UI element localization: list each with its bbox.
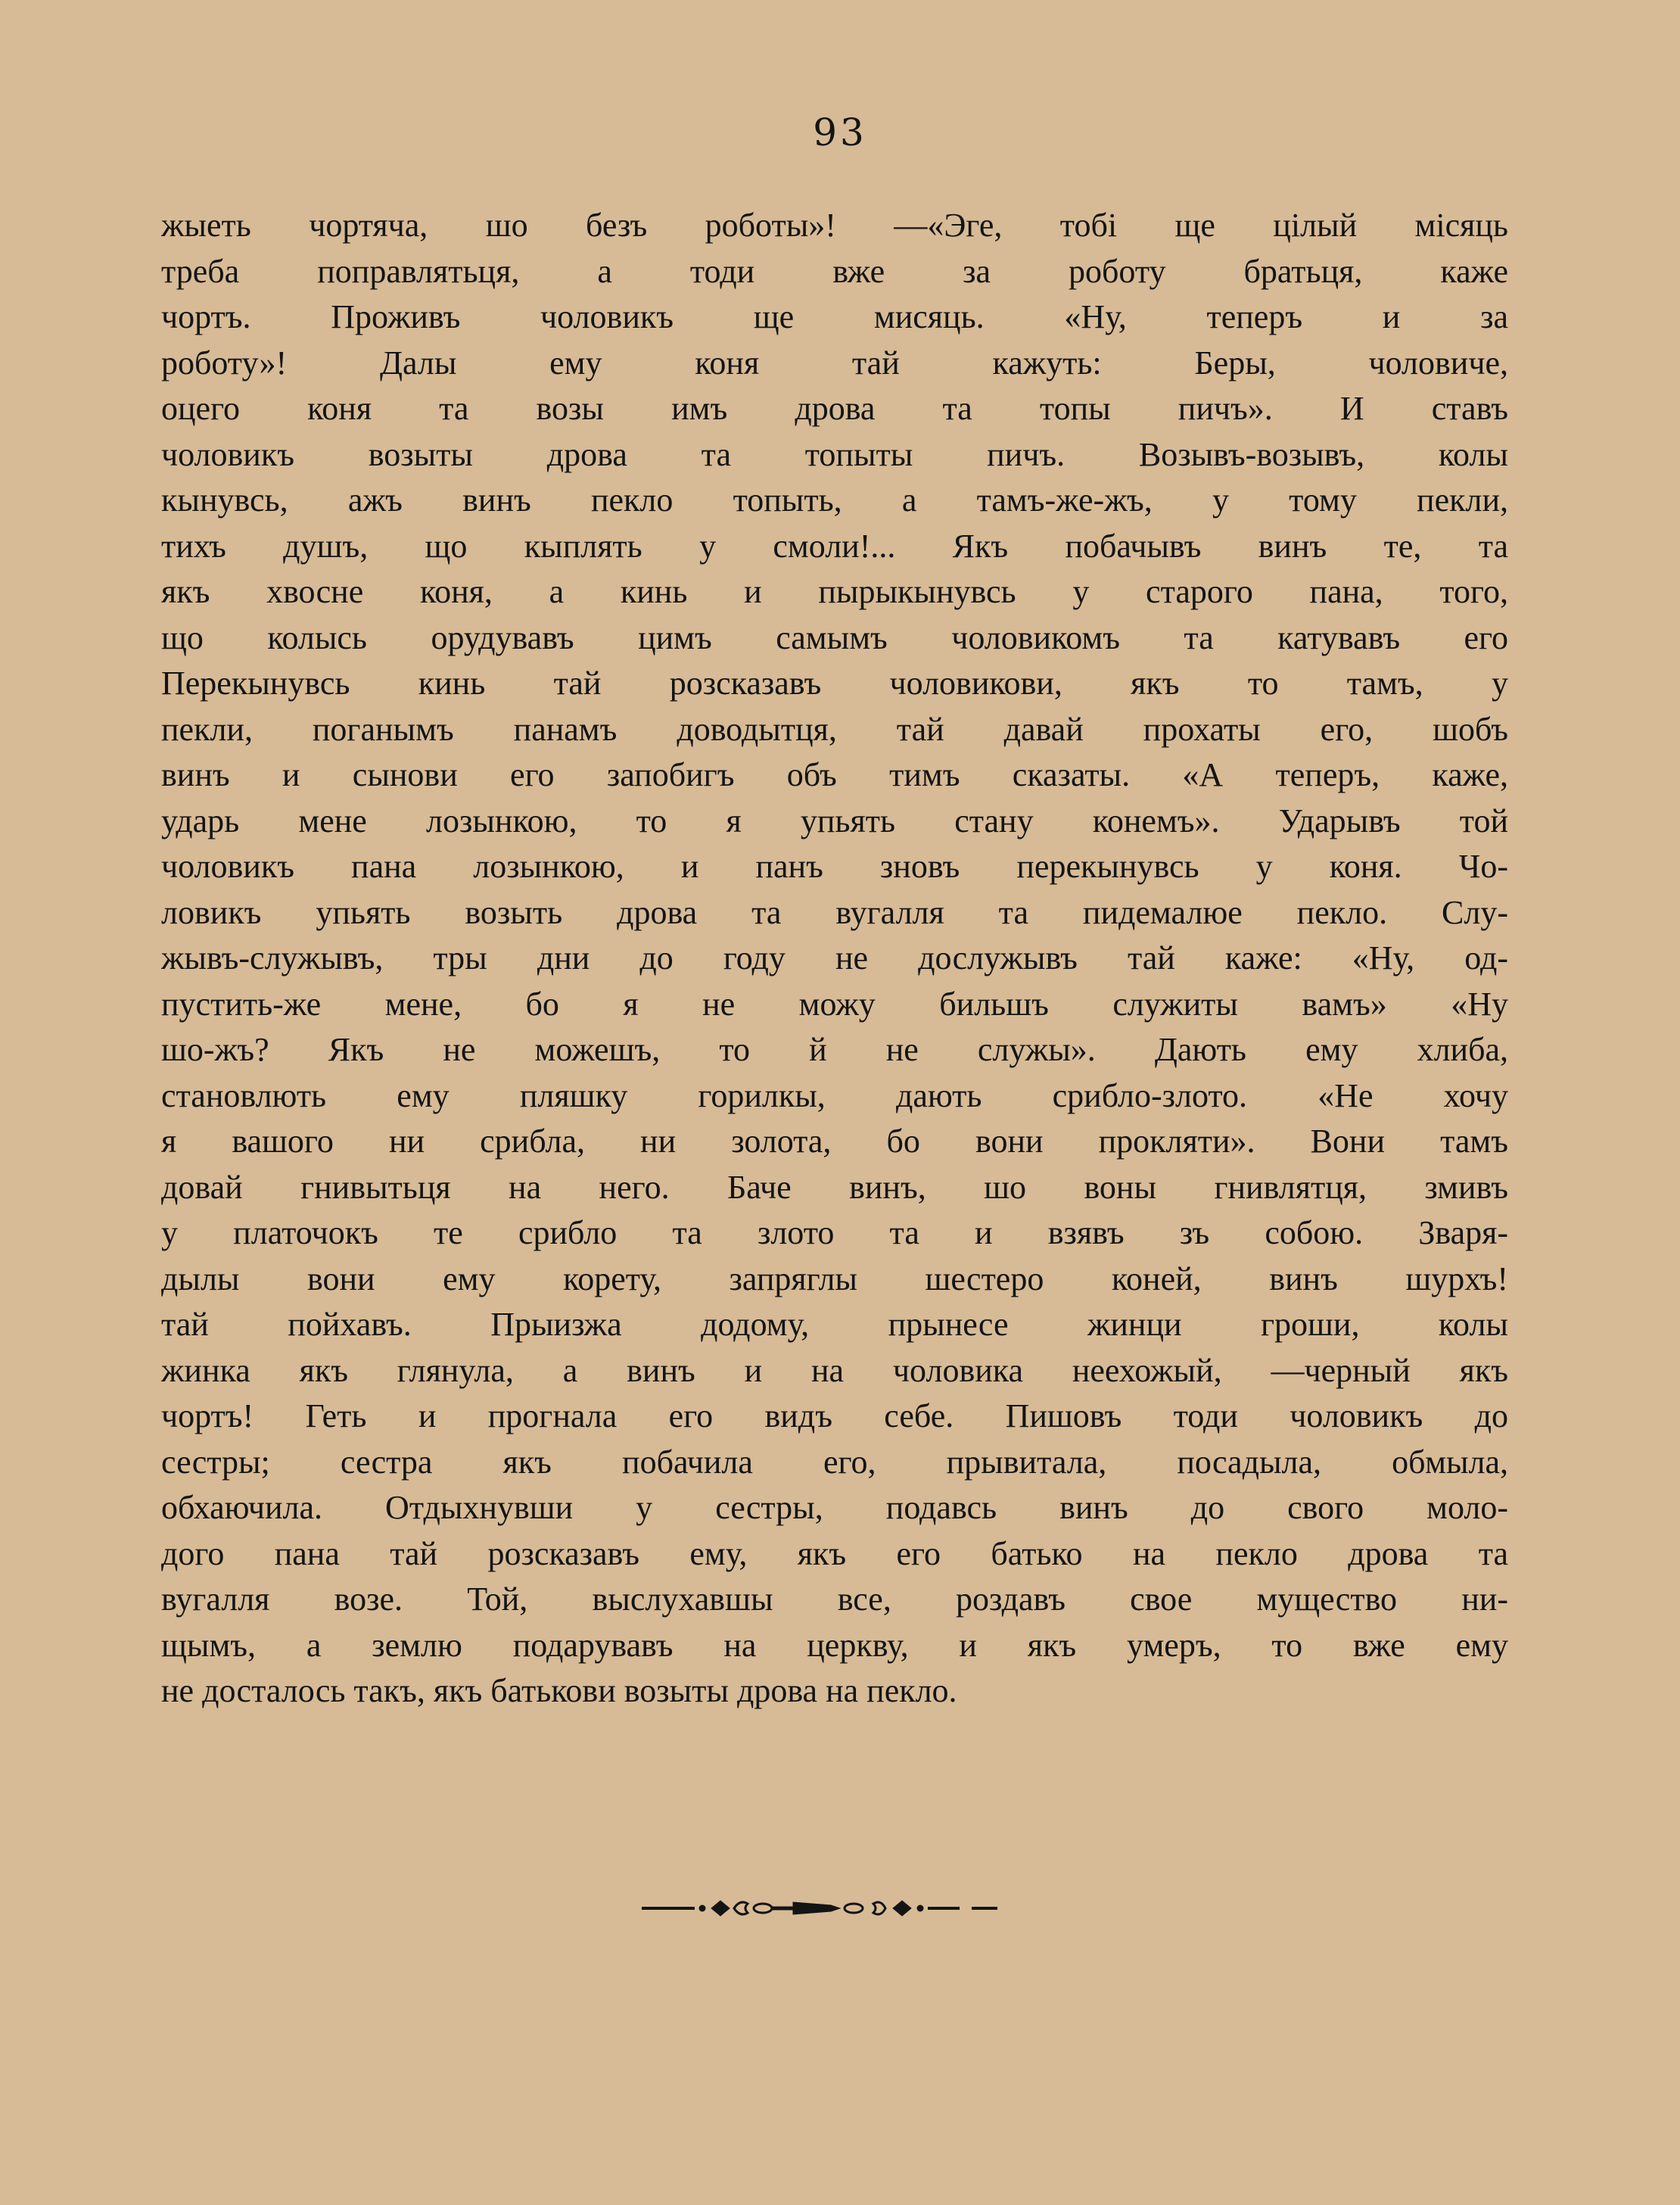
page-number: 93 (813, 111, 867, 154)
text-line: Перекынувсь кинь тай розсказавъ чоловикови, якъ то тамъ, у (161, 665, 1508, 702)
text-line: оцего коня та возы имъ дрова та топы пичъ». И ставъ (161, 390, 1508, 427)
text-line: кынувсь, ажъ винъ пекло топыть, а тамъ-же-жъ, у тому пекли, (161, 481, 1508, 519)
text-line: тай пойхавъ. Прыизжа додому, прынесе жинци гроши, колы (161, 1306, 1508, 1343)
text-line: чоловикъ возыты дрова та топыты пичъ. Возывъ-возывъ, колы (161, 435, 1508, 473)
text-line: шо-жъ? Якъ не можешъ, то й не служы». Дають ему хлиба, (161, 1031, 1508, 1068)
text-line: якъ хвосне коня, а кинь и пырыкынувсь у старого пана, того, (161, 573, 1508, 610)
text-line: винъ и сынови его запобигъ объ тимъ сказаты. «А теперъ, каже, (161, 756, 1508, 793)
text-line: треба поправлятьця, а тоди вже за роботу братьця, каже (161, 252, 1508, 290)
text-line-last: не досталось такъ, якъ батькови возыты дрова на пекло. (161, 1672, 957, 1709)
text-line: щымъ, а землю подарувавъ на церкву, и якъ умеръ, то вже ему (161, 1626, 1508, 1664)
text-line: жинка якъ глянула, а винъ и на чоловика неехожый, —черный якъ (161, 1351, 1508, 1389)
text-line: роботу»! Далы ему коня тай кажуть: Беры, чоловиче, (161, 344, 1508, 382)
text-line: становлють ему пляшку горилкы, дають срибло-злото. «Не хочу (161, 1076, 1508, 1114)
text-line: що колысь орудувавъ цимъ самымъ чоловикомъ та катувавъ его (161, 618, 1508, 656)
text-line: обхаючила. Отдыхнувши у сестры, подавсь винъ до свого моло- (161, 1489, 1508, 1526)
text-line: я вашого ни срибла, ни золота, бо вони прокляти». Вони тамъ (161, 1123, 1508, 1160)
text-line: пекли, поганымъ панамъ доводытця, тай давай прохаты его, шобъ (161, 710, 1508, 748)
text-line: дого пана тай розсказавъ ему, якъ его батько на пекло дрова та (161, 1534, 1508, 1572)
text-line: пустить-же мене, бо я не можу бильшъ служиты вамъ» «Ну (161, 985, 1508, 1023)
text-line: тихъ душъ, що кыплять у смоли!... Якъ побачывъ винъ те, та (161, 527, 1508, 565)
text-line: вугалля возе. Той, выслухавшы все, роздавъ свое мущество ни- (161, 1581, 1508, 1618)
text-line: чоловикъ пана лозынкою, и панъ зновъ перекынувсь у коня. Чо- (161, 848, 1508, 885)
text-line: жывъ-служывъ, тры дни до году не дослужывъ тай каже: «Ну, од- (161, 939, 1508, 976)
text-line: дылы вони ему корету, запряглы шестеро коней, винъ шурхъ! (161, 1260, 1508, 1297)
text-line: сестры; сестра якъ побачила его, прывитала, посадыла, обмыла, (161, 1443, 1508, 1481)
text-line: у платочокъ те срибло та злото та и взявъ зъ собою. Зваря- (161, 1214, 1508, 1251)
text-line: довай гнивытьця на него. Баче винъ, шо воны гнивлятця, змивъ (161, 1168, 1508, 1206)
text-line: чортъ. Проживъ чоловикъ ще мисяць. «Ну, теперъ и за (161, 298, 1508, 335)
text-line: ловикъ упьять возыть дрова та вугалля та пидемалюе пекло. Слу- (161, 893, 1508, 931)
body-text (161, 203, 1508, 1714)
text-line: жыеть чортяча, шо безъ роботы»! —«Эге, тобі ще цілый мiсяць (161, 207, 1508, 244)
text-line: ударь мене лозынкою, то я упьять стану конемъ». Ударывъ той (161, 802, 1508, 839)
ornament-divider-icon (642, 1895, 1020, 1922)
text-line: чортъ! Геть и прогнала его видъ себе. Пишовъ тоди чоловикъ до (161, 1397, 1508, 1434)
